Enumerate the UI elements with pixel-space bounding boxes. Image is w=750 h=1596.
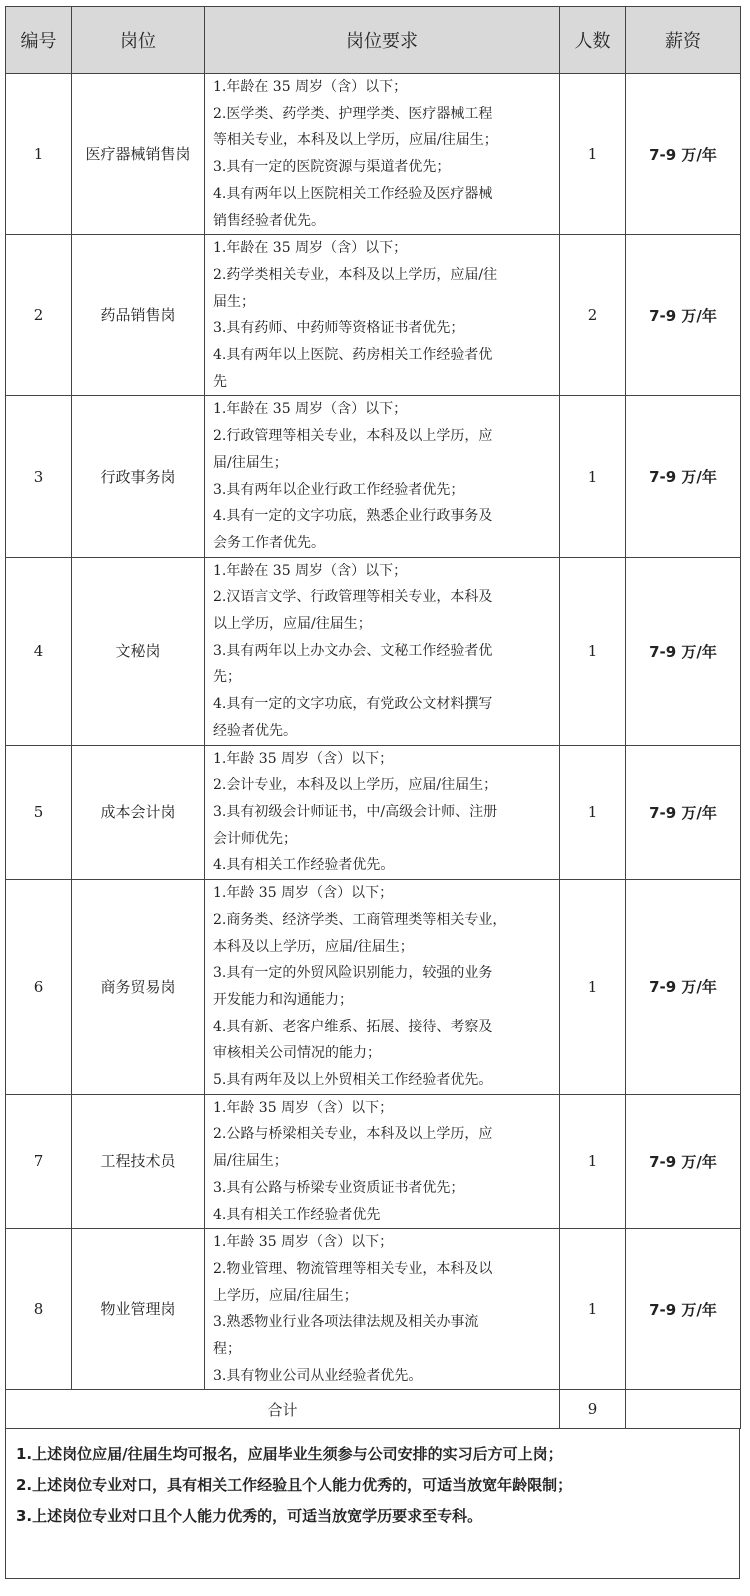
- requirement-line: 3.具有一定的医院资源与渠道者优先；: [213, 159, 451, 176]
- requirement-line: 1.年龄在 35 周岁（含）以下；: [213, 240, 408, 257]
- note-line: 1.上述岗位应届/往届生均可报名，应届毕业生须参与公司安排的实习后方可上岗；: [16, 1445, 563, 1464]
- row-salary: 7-9 万/年: [626, 1229, 741, 1390]
- table-row: [6, 74, 741, 235]
- requirement-line: 开发能力和沟通能力；: [213, 991, 353, 1008]
- job-table-sheet: [5, 6, 740, 1579]
- requirement-line: 销售经验者优先。: [213, 212, 325, 229]
- requirement-line: 2.行政管理等相关专业，本科及以上学历，应: [213, 428, 493, 445]
- requirement-line: 先: [213, 373, 227, 390]
- requirement-line: 1.年龄 35 周岁（含）以下；: [213, 1234, 394, 1251]
- requirement-line: 2.物业管理、物流管理等相关专业，本科及以: [213, 1260, 493, 1277]
- row-salary: 7-9 万/年: [626, 745, 741, 880]
- row-number: 2: [6, 235, 72, 396]
- row-number: 6: [6, 880, 72, 1095]
- requirement-line: 届/往届生；: [213, 454, 288, 471]
- requirement-line: 1.年龄在 35 周岁（含）以下；: [213, 562, 408, 579]
- requirement-line: 1.年龄 35 周岁（含）以下；: [213, 750, 394, 767]
- row-number: 1: [6, 74, 72, 235]
- row-count: 1: [560, 880, 626, 1095]
- requirement-line: 2.汉语言文学、行政管理等相关专业，本科及: [213, 589, 493, 606]
- row-number: 5: [6, 745, 72, 880]
- requirement-line: 4.具有相关工作经验者优先: [213, 1206, 381, 1223]
- row-position: 药品销售岗: [72, 235, 205, 396]
- requirement-line: 3.具有公路与桥梁专业资质证书者优先；: [213, 1179, 465, 1196]
- total-empty: [626, 1390, 741, 1429]
- row-number: 4: [6, 557, 72, 745]
- requirement-line: 等相关专业，本科及以上学历，应届/往届生；: [213, 132, 498, 149]
- row-position: 商务贸易岗: [72, 880, 205, 1095]
- row-requirements: [205, 1094, 560, 1229]
- total-row: [6, 1390, 741, 1429]
- requirement-line: 3.具有药师、中药师等资格证书者优先；: [213, 320, 465, 337]
- requirement-line: 2.药学类相关专业，本科及以上学历，应届/往: [213, 266, 498, 283]
- row-count: 1: [560, 557, 626, 745]
- requirement-line: 先；: [213, 669, 241, 686]
- note-line: 2.上述岗位专业对口，具有相关工作经验且个人能力优秀的，可适当放宽年龄限制；: [16, 1476, 573, 1495]
- row-salary: 7-9 万/年: [626, 235, 741, 396]
- requirement-line: 本科及以上学历，应届/往届生；: [213, 938, 414, 955]
- row-requirements: [205, 74, 560, 235]
- table-row: [6, 557, 741, 745]
- header-number: 编号: [6, 7, 72, 74]
- row-count: 1: [560, 1094, 626, 1229]
- table-row: [6, 235, 741, 396]
- row-count: 1: [560, 396, 626, 557]
- table-row: [6, 396, 741, 557]
- requirement-line: 4.具有相关工作经验者优先。: [213, 857, 395, 874]
- requirement-line: 审核相关公司情况的能力；: [213, 1045, 381, 1062]
- header-position: 岗位: [72, 7, 205, 74]
- header-count: 人数: [560, 7, 626, 74]
- row-requirements: [205, 235, 560, 396]
- row-position: 物业管理岗: [72, 1229, 205, 1390]
- row-salary: 7-9 万/年: [626, 74, 741, 235]
- requirement-line: 上学历，应届/往届生；: [213, 1287, 358, 1304]
- requirement-line: 5.具有两年及以上外贸相关工作经验者优先。: [213, 1072, 493, 1089]
- row-position: 文秘岗: [72, 557, 205, 745]
- table-row: [6, 1229, 741, 1390]
- requirement-line: 4.具有新、老客户维系、拓展、接待、考察及: [213, 1018, 493, 1035]
- requirement-line: 2.公路与桥梁相关专业，本科及以上学历，应: [213, 1126, 493, 1143]
- requirement-line: 4.具有一定的文字功底，有党政公文材料撰写: [213, 696, 493, 713]
- requirement-line: 1.年龄在 35 周岁（含）以下；: [213, 79, 408, 95]
- requirement-line: 3.具有初级会计师证书，中/高级会计师、注册: [213, 803, 498, 820]
- requirement-line: 会计师优先；: [213, 830, 297, 847]
- row-requirements: [205, 745, 560, 880]
- header-requirements: 岗位要求: [205, 7, 560, 74]
- total-count: 9: [560, 1390, 626, 1429]
- row-salary: 7-9 万/年: [626, 557, 741, 745]
- requirement-line: 会务工作者优先。: [213, 534, 325, 551]
- requirement-line: 届生；: [213, 293, 255, 310]
- requirement-line: 3.具有一定的外贸风险识别能力，较强的业务: [213, 965, 493, 982]
- row-number: 7: [6, 1094, 72, 1229]
- header-salary: 薪资: [626, 7, 741, 74]
- row-requirements: [205, 1229, 560, 1390]
- requirement-line: 4.具有两年以上医院、药房相关工作经验者优: [213, 347, 493, 364]
- table-row: [6, 1094, 741, 1229]
- requirement-line: 3.具有物业公司从业经验者优先。: [213, 1367, 423, 1384]
- requirement-line: 1.年龄 35 周岁（含）以下；: [213, 1099, 394, 1116]
- row-position: 成本会计岗: [72, 745, 205, 880]
- row-count: 1: [560, 74, 626, 235]
- requirement-line: 4.具有两年以上医院相关工作经验及医疗器械: [213, 185, 493, 202]
- notes-block: [5, 1429, 740, 1579]
- requirement-line: 经验者优先。: [213, 722, 297, 739]
- row-position: 工程技术员: [72, 1094, 205, 1229]
- requirement-line: 2.医学类、药学类、护理学类、医疗器械工程: [213, 105, 493, 122]
- requirement-line: 2.商务类、经济学类、工商管理类等相关专业，: [213, 911, 507, 928]
- requirement-line: 3.具有两年以上办文办会、文秘工作经验者优: [213, 642, 493, 659]
- table-row: [6, 745, 741, 880]
- header-row: [6, 7, 741, 74]
- requirement-line: 3.熟悉物业行业各项法律法规及相关办事流: [213, 1314, 479, 1331]
- requirement-line: 1.年龄 35 周岁（含）以下；: [213, 885, 394, 902]
- note-line: 3.上述岗位专业对口且个人能力优秀的，可适当放宽学历要求至专科。: [16, 1507, 483, 1526]
- row-requirements: [205, 557, 560, 745]
- row-count: 1: [560, 1229, 626, 1390]
- row-salary: 7-9 万/年: [626, 880, 741, 1095]
- row-count: 2: [560, 235, 626, 396]
- row-requirements: [205, 396, 560, 557]
- requirement-line: 4.具有一定的文字功底，熟悉企业行政事务及: [213, 508, 493, 525]
- requirement-line: 程；: [213, 1341, 241, 1358]
- requirement-line: 2.会计专业，本科及以上学历，应届/往届生；: [213, 777, 498, 794]
- row-requirements: [205, 880, 560, 1095]
- row-count: 1: [560, 745, 626, 880]
- requirement-line: 3.具有两年以企业行政工作经验者优先；: [213, 481, 465, 498]
- row-position: 行政事务岗: [72, 396, 205, 557]
- row-number: 3: [6, 396, 72, 557]
- row-salary: 7-9 万/年: [626, 1094, 741, 1229]
- total-label: 合计: [6, 1390, 560, 1429]
- row-number: 8: [6, 1229, 72, 1390]
- requirement-line: 以上学历，应届/往届生；: [213, 616, 372, 633]
- job-rows: [6, 74, 741, 1390]
- requirement-line: 1.年龄在 35 周岁（含）以下；: [213, 401, 408, 418]
- requirement-line: 届/往届生；: [213, 1153, 288, 1170]
- job-table: [5, 6, 741, 1429]
- row-position: 医疗器械销售岗: [72, 74, 205, 235]
- table-row: [6, 880, 741, 1095]
- row-salary: 7-9 万/年: [626, 396, 741, 557]
